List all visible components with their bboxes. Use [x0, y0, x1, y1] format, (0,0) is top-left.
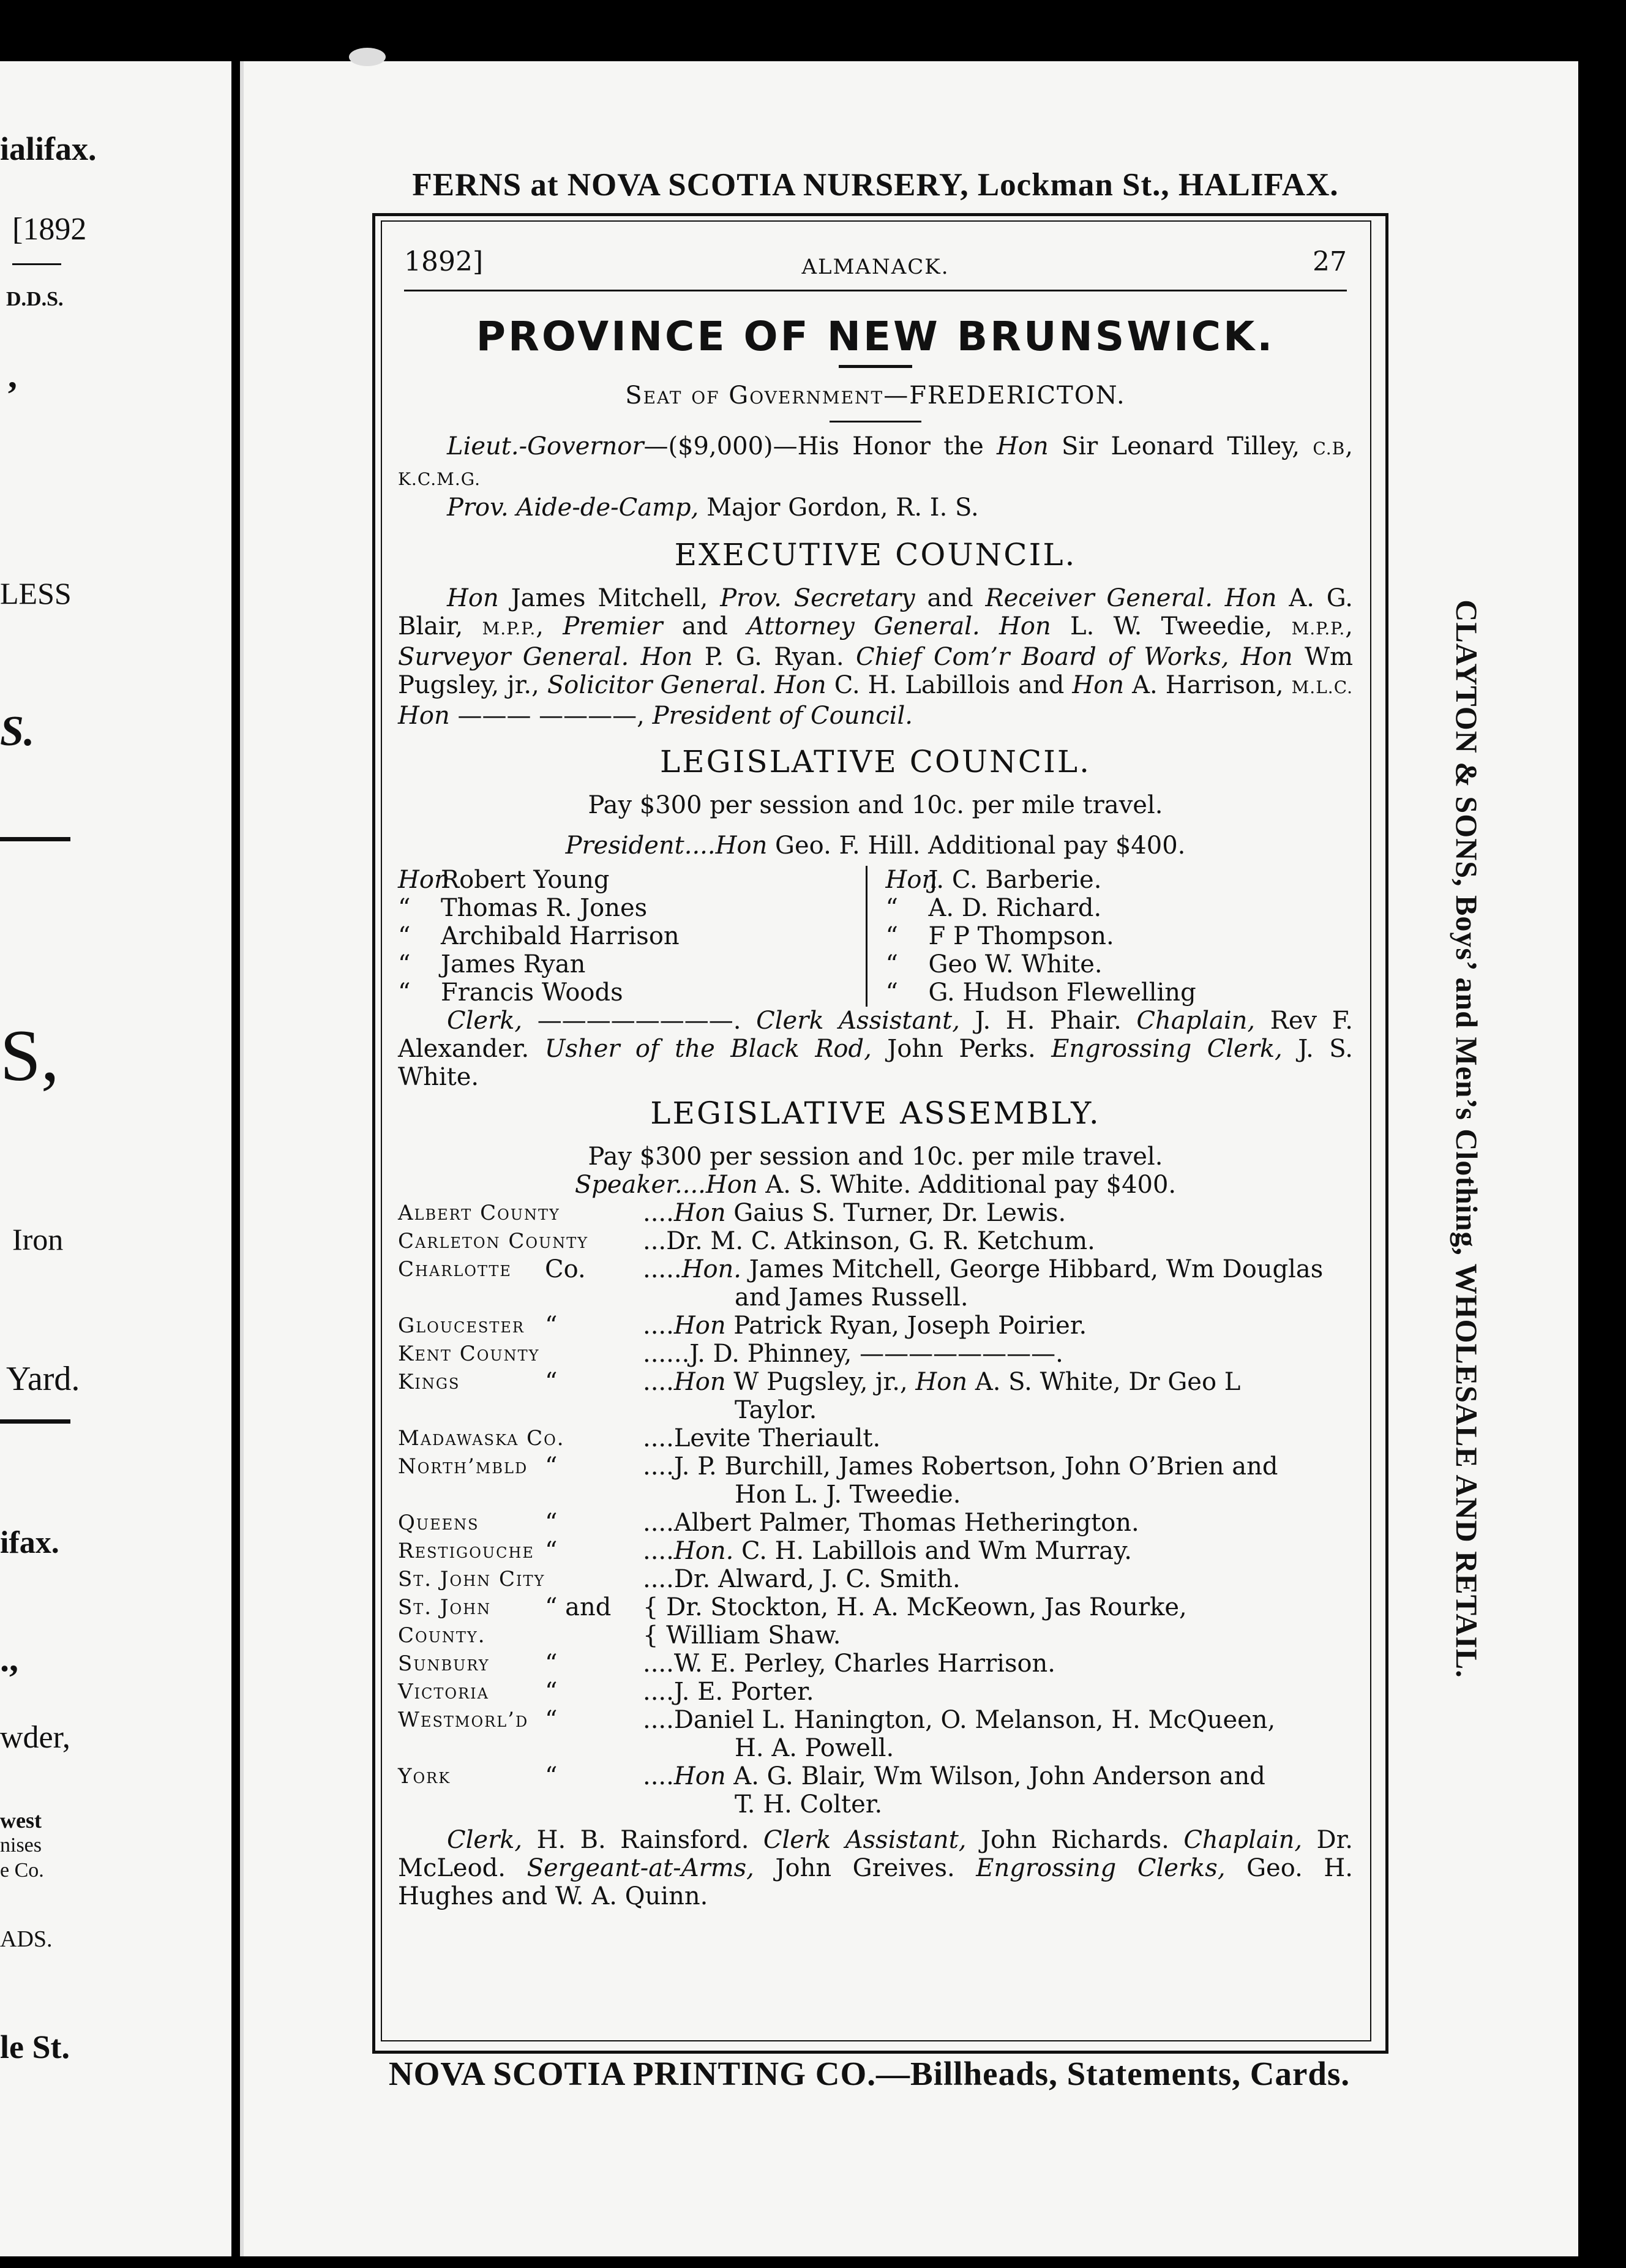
- italic-run: Hon: [673, 1199, 726, 1227]
- italic-run: Engrossing Clerks,: [976, 1854, 1226, 1882]
- speaker-name: A. S. White. Additional pay $400.: [757, 1171, 1177, 1199]
- district-ditto: “ and: [545, 1593, 612, 1621]
- president-name: Geo. F. Hill. Additional pay $400.: [767, 832, 1186, 860]
- council-member: [398, 978, 866, 1007]
- left-fragment: le St.: [0, 2029, 70, 2065]
- hon-prefix: Hon: [997, 432, 1049, 460]
- text-run: [980, 612, 999, 640]
- text-run: Rev F. Alexander.: [398, 1007, 1354, 1063]
- text-run: ....: [643, 1368, 674, 1396]
- district-name: Charlotte: [398, 1257, 512, 1282]
- district-name: Queens: [398, 1511, 479, 1535]
- top-advertisement: FERNS at NOVA SCOTIA NURSERY, Lockman St., HALIFAX.: [412, 167, 1339, 203]
- member-name: Francis Woods: [441, 978, 623, 1007]
- member-prefix: “: [885, 950, 898, 978]
- text-run: ————————.: [522, 1007, 757, 1035]
- member-prefix: “: [885, 894, 898, 922]
- running-head: [392, 230, 1359, 279]
- text-run: ....Albert Palmer, Thomas Hetherington.: [643, 1509, 1139, 1537]
- text-run: H. B. Rainsford.: [522, 1826, 763, 1854]
- district-row: [398, 1199, 1353, 1227]
- seat-label: Seat of Government: [625, 381, 884, 410]
- district-members: [643, 1706, 1353, 1734]
- text-run: Patrick Ryan, Joseph Poirier.: [725, 1312, 1087, 1340]
- member-name: F P Thompson.: [928, 922, 1114, 950]
- left-fragment: ifax.: [0, 1525, 59, 1560]
- italic-run: Usher of the Black Rod,: [544, 1035, 872, 1063]
- member-prefix: “: [398, 894, 411, 922]
- honour-kcmg: K.C.M.G.: [398, 469, 481, 489]
- member-name: James Ryan: [441, 950, 586, 978]
- text-run: James Mitchell, George Hibbard, Wm Douglas: [741, 1255, 1324, 1283]
- district-ditto: “: [545, 1678, 558, 1706]
- italic-run: Chaplain,: [1136, 1007, 1256, 1035]
- district-members: [643, 1537, 1353, 1565]
- text-run: W Pugsley, jr.,: [725, 1368, 916, 1396]
- district-ditto: “: [545, 1509, 558, 1537]
- text-run: L. W. Tweedie,: [1051, 612, 1292, 640]
- district-members: [643, 1199, 1353, 1227]
- text-run: John Richards.: [966, 1826, 1184, 1854]
- member-prefix: “: [885, 922, 898, 950]
- member-prefix: Hon: [885, 866, 938, 894]
- legislative-assembly-heading: LEGISLATIVE ASSEMBLY.: [650, 1095, 1101, 1131]
- text-run: [1229, 643, 1241, 671]
- district-ditto: “: [545, 1650, 558, 1678]
- district-ditto: “: [545, 1762, 558, 1790]
- district-row: [398, 1424, 1353, 1452]
- council-member: [886, 866, 1354, 894]
- district-ditto: “: [545, 1452, 558, 1481]
- italic-run: Surveyor General.: [398, 643, 629, 671]
- text-run: ....Dr. Alward, J. C. Smith.: [643, 1565, 961, 1593]
- italic-run: Hon.: [681, 1255, 742, 1283]
- left-fragment: Yard.: [6, 1360, 80, 1398]
- text-run: [629, 643, 640, 671]
- council-members-right: [866, 866, 1354, 1007]
- italic-run: Hon.: [673, 1537, 734, 1565]
- italic-run: Clerk,: [447, 1007, 523, 1035]
- district-members-continued: H. A. Powell.: [735, 1734, 894, 1762]
- text-run: J. S. White.: [398, 1035, 1354, 1091]
- left-fragment: [1892: [12, 212, 87, 247]
- text-run: { William Shaw.: [643, 1621, 841, 1650]
- text-run: ......J. D. Phinney, ————————.: [643, 1340, 1063, 1368]
- almanack-page-content: [392, 230, 1359, 1910]
- district-members-continued: Taylor.: [735, 1396, 817, 1424]
- council-member: [398, 866, 866, 894]
- left-rule: [0, 837, 70, 841]
- seat-of-government: [392, 381, 1359, 410]
- italic-run: Engrossing Clerk,: [1051, 1035, 1283, 1063]
- text-run: and: [915, 584, 986, 612]
- member-prefix: “: [398, 950, 411, 978]
- district-name: Gloucester: [398, 1313, 525, 1338]
- district-ditto: “: [545, 1537, 558, 1565]
- district-name: Sunbury: [398, 1651, 490, 1676]
- district-row: [398, 1565, 1353, 1593]
- district-row: [398, 1762, 1353, 1790]
- district-row: [398, 1312, 1353, 1340]
- text-run: and: [662, 612, 747, 640]
- district-row: [398, 1537, 1353, 1565]
- italic-run: Hon: [1224, 584, 1277, 612]
- district-members: [643, 1621, 1353, 1650]
- hon-prefix: Hon: [705, 1171, 758, 1199]
- member-prefix: Hon: [398, 866, 450, 894]
- text-run: John Perks.: [871, 1035, 1052, 1063]
- council-member: [398, 922, 866, 950]
- italic-run: Hon: [1072, 671, 1125, 699]
- district-row: [398, 1255, 1353, 1283]
- italic-run: Prov. Secretary: [720, 584, 915, 612]
- district-members-continued: Hon L. J. Tweedie.: [735, 1481, 961, 1509]
- district-members-continued: and James Russell.: [735, 1283, 968, 1312]
- left-fragment: ADS.: [0, 1926, 53, 1952]
- member-name: Thomas R. Jones: [441, 894, 648, 922]
- paper-speck: [349, 48, 386, 66]
- left-fragment: e Co.: [0, 1859, 44, 1882]
- text-run: ....J. P. Burchill, James Robertson, John O’Brien and: [643, 1452, 1278, 1481]
- district-row: [398, 1227, 1353, 1255]
- district-row: [398, 1593, 1353, 1621]
- text-run: ....: [643, 1537, 674, 1565]
- council-member: [398, 950, 866, 978]
- left-fragment: D.D.S.: [6, 288, 64, 310]
- left-fragment: wder,: [0, 1720, 70, 1755]
- small-caps-run: M.P.P.: [1291, 618, 1346, 639]
- running-head-rule: [404, 290, 1347, 291]
- district-name: St. John City: [398, 1567, 545, 1591]
- district-ditto: [545, 1424, 643, 1452]
- district-ditto: Co.: [545, 1255, 586, 1283]
- governor-salary: —($9,000)—His Honor the: [643, 432, 997, 460]
- member-name: Robert Young: [441, 866, 610, 894]
- italic-run: Hon: [915, 1368, 968, 1396]
- left-fragment: nises: [0, 1834, 42, 1857]
- text-run: A. Harrison,: [1124, 671, 1292, 699]
- italic-run: Clerk Assistant,: [756, 1007, 960, 1035]
- governor-line: Lieut.-Governor—($9,000)—His Honor the Hon Sir Leonard Tilley, C.B, K.C.M.G.: [398, 432, 1353, 489]
- italic-run: Receiver General.: [985, 584, 1213, 612]
- member-prefix: “: [398, 978, 411, 1007]
- left-fragment: west: [0, 1808, 42, 1833]
- text-run: Geo. H. Hughes and W. A. Quinn.: [398, 1854, 1353, 1910]
- aide-name: Major Gordon, R. I. S.: [699, 494, 979, 522]
- council-member: [886, 894, 1354, 922]
- page-title: PROVINCE OF NEW BRUNSWICK.: [476, 313, 1275, 360]
- council-members-left: [398, 866, 866, 1007]
- text-run: J. H. Phair.: [959, 1007, 1137, 1035]
- governor-name: Sir Leonard Tilley,: [1048, 432, 1313, 460]
- left-fragment: ’: [6, 374, 18, 415]
- district-members: [643, 1312, 1353, 1340]
- district-name: Restigouche: [398, 1539, 534, 1563]
- page-number: 27: [1313, 246, 1347, 277]
- district-ditto: [545, 1621, 643, 1650]
- seat-rule: [830, 421, 921, 422]
- text-run: ...Dr. M. C. Atkinson, G. R. Ketchum.: [643, 1227, 1095, 1255]
- side-advertisement: CLAYTON & SONS, Boys’ and Men’s Clothing, WHOLESALE AND RETAIL.: [1450, 599, 1484, 1678]
- district-row: [398, 1452, 1353, 1481]
- president-role: President....: [565, 832, 716, 860]
- italic-run: Attorney General.: [747, 612, 980, 640]
- honour-cb: C.B: [1313, 438, 1346, 459]
- small-caps-run: M.P.P.: [482, 618, 536, 639]
- council-member: [886, 978, 1354, 1007]
- district-ditto: [545, 1340, 643, 1368]
- left-fragment: LESS: [0, 576, 72, 610]
- district-ditto: “: [545, 1706, 558, 1734]
- district-ditto: “: [545, 1312, 558, 1340]
- text-run: ....Daniel L. Hanington, O. Melanson, H. McQueen,: [643, 1706, 1276, 1734]
- member-name: G. Hudson Flewelling: [928, 978, 1196, 1007]
- italic-run: Hon: [774, 671, 826, 699]
- text-run: ....W. E. Perley, Charles Harrison.: [643, 1650, 1056, 1678]
- italic-run: Premier: [563, 612, 663, 640]
- text-run: C. H. Labillois and: [826, 671, 1073, 699]
- council-president: [392, 832, 1359, 860]
- text-run: A. G. Blair,: [398, 584, 1354, 640]
- district-members: [643, 1424, 1353, 1452]
- executive-council-heading: EXECUTIVE COUNCIL.: [674, 537, 1077, 573]
- member-name: Geo W. White.: [928, 950, 1103, 978]
- small-caps-run: M.L.C.: [1291, 677, 1354, 697]
- italic-run: Hon: [398, 702, 450, 730]
- district-name: North’mbld: [398, 1454, 528, 1479]
- district-members: [643, 1340, 1353, 1368]
- italic-run: Chief Com’r Board of Works,: [855, 643, 1229, 671]
- aide-line: [398, 494, 1353, 522]
- council-pay: Pay $300 per session and 10c. per mile travel.: [588, 791, 1163, 819]
- district-name: Kings: [398, 1370, 460, 1394]
- text-run: Gaius S. Turner, Dr. Lewis.: [725, 1199, 1066, 1227]
- running-head-year: 1892]: [404, 246, 484, 277]
- member-name: A. D. Richard.: [928, 894, 1102, 922]
- district-name: York: [398, 1764, 451, 1789]
- district-members: [643, 1509, 1353, 1537]
- italic-run: Sergeant-at-Arms,: [526, 1854, 754, 1882]
- left-fragment: .,: [0, 1639, 18, 1679]
- text-run: .....: [643, 1255, 682, 1283]
- district-members: [643, 1678, 1353, 1706]
- district-row: [398, 1340, 1353, 1368]
- district-row: [398, 1621, 1353, 1650]
- assembly-pay: Pay $300 per session and 10c. per mile travel.: [588, 1143, 1163, 1171]
- district-members: [643, 1565, 1353, 1593]
- hon-prefix: Hon: [715, 832, 768, 860]
- text-run: ——— ————,: [449, 702, 653, 730]
- district-members: [643, 1368, 1353, 1396]
- district-name: Albert County: [398, 1201, 560, 1225]
- district-members: [643, 1593, 1353, 1621]
- text-run: C. H. Labillois and Wm Murray.: [733, 1537, 1132, 1565]
- governor-role: Lieut.-Governor: [447, 432, 644, 460]
- member-name: Archibald Harrison: [441, 922, 680, 950]
- district-name: Kent County: [398, 1342, 540, 1366]
- italic-run: Clerk,: [447, 1826, 523, 1854]
- member-name: J. C. Barberie.: [928, 866, 1102, 894]
- district-name: Carleton County: [398, 1229, 589, 1253]
- district-row: [398, 1706, 1353, 1734]
- text-run: ....J. E. Porter.: [643, 1678, 814, 1706]
- council-member: [398, 894, 866, 922]
- council-member: [886, 950, 1354, 978]
- district-ditto: [545, 1199, 643, 1227]
- text-run: Wm Pugsley, jr.,: [398, 643, 1354, 699]
- left-fragment: ialifax.: [0, 130, 97, 167]
- district-row: [398, 1650, 1353, 1678]
- text-run: { Dr. Stockton, H. A. McKeown, Jas Rourke,: [643, 1593, 1187, 1621]
- aide-role: Prov. Aide-de-Camp,: [447, 494, 699, 522]
- text-run: [1213, 584, 1225, 612]
- italic-run: Solicitor General.: [547, 671, 766, 699]
- italic-run: Hon: [673, 1762, 726, 1790]
- italic-run: Hon: [673, 1312, 726, 1340]
- left-fragment: Iron: [12, 1222, 64, 1256]
- italic-run: Hon: [447, 584, 499, 612]
- bottom-advertisement: NOVA SCOTIA PRINTING CO.—Billheads, Statements, Cards.: [388, 2055, 1351, 2092]
- text-run: A. G. Blair, Wm Wilson, John Anderson and: [725, 1762, 1265, 1790]
- district-name: County.: [398, 1623, 486, 1648]
- title-rule: [839, 365, 912, 368]
- text-run: P. G. Ryan.: [692, 643, 856, 671]
- text-run: ....: [643, 1199, 674, 1227]
- council-members: [398, 866, 1353, 1007]
- legislative-council-heading: LEGISLATIVE COUNCIL.: [659, 744, 1092, 779]
- text-run: Dr. McLeod.: [398, 1826, 1354, 1882]
- district-name: Victoria: [398, 1680, 489, 1704]
- left-rule: [0, 1419, 70, 1424]
- text-run: [766, 671, 774, 699]
- text-run: ....: [643, 1312, 674, 1340]
- district-name: St. John: [398, 1595, 492, 1620]
- district-members: [643, 1762, 1353, 1790]
- district-members: [643, 1227, 1353, 1255]
- assembly-speaker: [392, 1171, 1359, 1199]
- assembly-districts: [392, 1199, 1359, 1819]
- council-officers: [398, 1007, 1353, 1091]
- italic-run: Clerk Assistant,: [763, 1826, 967, 1854]
- text-run: A. S. White, Dr Geo L: [967, 1368, 1241, 1396]
- district-row: [398, 1678, 1353, 1706]
- speaker-role: Speaker....: [574, 1171, 706, 1199]
- italic-run: Hon: [1240, 643, 1293, 671]
- district-ditto: [545, 1565, 643, 1593]
- italic-run: Chaplain,: [1183, 1826, 1303, 1854]
- assembly-officers: [398, 1826, 1353, 1910]
- text-run: John Greives.: [754, 1854, 976, 1882]
- district-row: [398, 1509, 1353, 1537]
- district-members-continued: T. H. Colter.: [735, 1790, 883, 1819]
- italic-run: President of Council.: [652, 702, 913, 730]
- member-prefix: “: [885, 978, 898, 1007]
- district-name: Westmorl’d: [398, 1708, 529, 1732]
- seat-place: —FREDERICTON.: [883, 381, 1126, 410]
- district-members: [643, 1452, 1353, 1481]
- running-head-title: ALMANACK.: [801, 255, 950, 279]
- council-member: [886, 922, 1354, 950]
- district-members: [643, 1255, 1353, 1283]
- left-fragment: S,: [0, 1015, 59, 1096]
- district-members: [643, 1650, 1353, 1678]
- district-row: [398, 1368, 1353, 1396]
- district-ditto: [545, 1227, 643, 1255]
- left-fragment: S.: [0, 708, 35, 755]
- text-run: ....: [643, 1762, 674, 1790]
- text-run: James Mitchell,: [498, 584, 721, 612]
- italic-run: Hon: [998, 612, 1051, 640]
- text-run: ,: [536, 612, 563, 640]
- italic-run: Hon: [640, 643, 693, 671]
- left-rule: [12, 263, 61, 265]
- italic-run: Hon: [673, 1368, 726, 1396]
- text-run: ....Levite Theriault.: [643, 1424, 881, 1452]
- district-ditto: “: [545, 1368, 558, 1396]
- text-run: ,: [1345, 612, 1354, 640]
- district-name: Madawaska Co.: [398, 1426, 565, 1451]
- executive-council-text: [398, 584, 1353, 730]
- member-prefix: “: [398, 922, 411, 950]
